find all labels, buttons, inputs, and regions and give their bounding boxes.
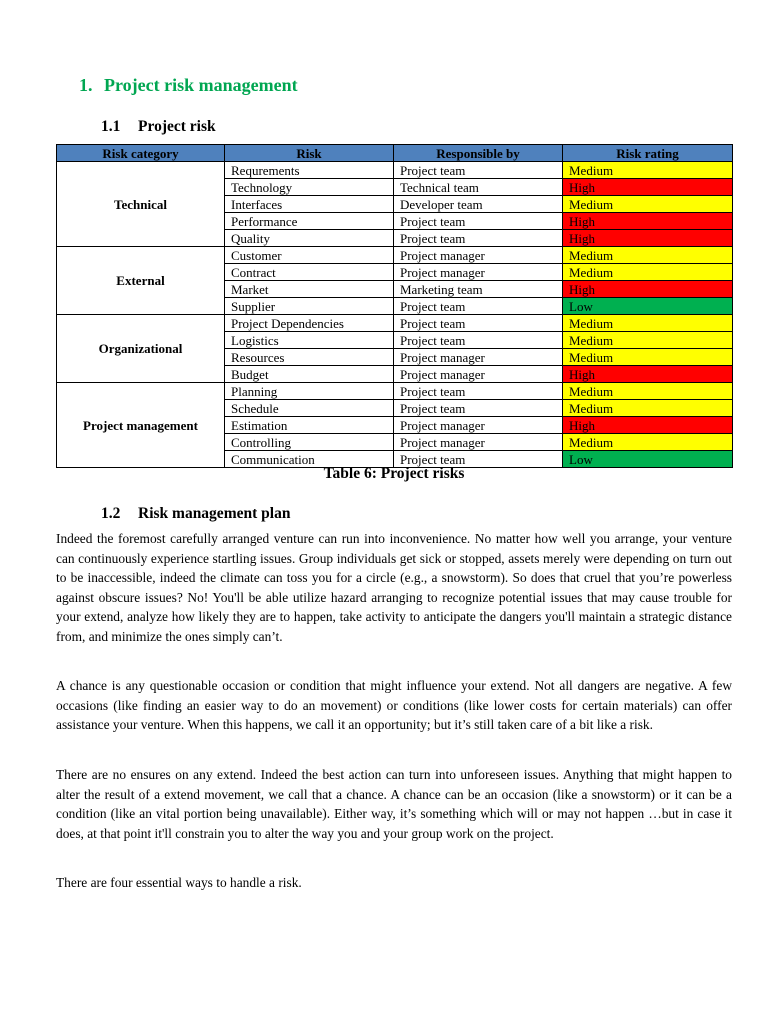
risk-rating-cell: High — [563, 366, 733, 383]
risk-cell: Supplier — [225, 298, 394, 315]
risk-rating-cell: Medium — [563, 400, 733, 417]
responsible-cell: Project team — [394, 400, 563, 417]
paragraph: There are four essential ways to handle a risk. — [56, 875, 302, 890]
risk-rating-cell: High — [563, 213, 733, 230]
risk-rating-cell: Medium — [563, 315, 733, 332]
responsible-cell: Project manager — [394, 264, 563, 281]
section-number: 1.2 — [101, 505, 121, 522]
risk-category-cell: Organizational — [57, 315, 225, 383]
header-risk-category: Risk category — [57, 145, 225, 162]
risk-rating-cell: High — [563, 281, 733, 298]
risk-category-cell: Project management — [57, 383, 225, 468]
risk-cell: Planning — [225, 383, 394, 400]
risk-cell: Requrements — [225, 162, 394, 179]
responsible-cell: Project team — [394, 213, 563, 230]
risk-cell: Logistics — [225, 332, 394, 349]
risk-rating-cell: Medium — [563, 349, 733, 366]
risk-rating-cell: Medium — [563, 162, 733, 179]
risk-cell: Quality — [225, 230, 394, 247]
header-responsible-by: Responsible by — [394, 145, 563, 162]
risk-cell: Performance — [225, 213, 394, 230]
table-row — [57, 383, 733, 400]
risk-cell: Communication — [225, 451, 394, 468]
table-header-row — [57, 145, 733, 162]
section-title: Project risk — [138, 118, 216, 135]
paragraph: There are no ensures on any extend. Indeed the best action can turn into unforeseen issues. Anything that might happen to alter the result of a extend movement, we call that a chance. A chance can be an occasion (like a snowstorm) or it can be a condition (like an vital portion being unavailable). Either way, it’s something which will or may not happen …but in case it does, at that point it'll constrain you to alter the way you and your group work on the project. — [56, 767, 732, 841]
risk-rating-cell: Medium — [563, 332, 733, 349]
responsible-cell: Project manager — [394, 349, 563, 366]
project-risk-table — [56, 144, 733, 468]
responsible-cell: Project manager — [394, 366, 563, 383]
header-risk: Risk — [225, 145, 394, 162]
responsible-cell: Developer team — [394, 196, 563, 213]
responsible-cell: Project team — [394, 451, 563, 468]
risk-rating-cell: Low — [563, 298, 733, 315]
responsible-cell: Project team — [394, 383, 563, 400]
heading-project-risk-management — [79, 75, 298, 96]
responsible-cell: Project manager — [394, 247, 563, 264]
risk-rating-cell: High — [563, 179, 733, 196]
risk-cell: Contract — [225, 264, 394, 281]
risk-rating-cell: Medium — [563, 383, 733, 400]
responsible-cell: Project manager — [394, 434, 563, 451]
heading-title: Project risk management — [104, 75, 298, 95]
risk-cell: Estimation — [225, 417, 394, 434]
risk-rating-cell: Medium — [563, 247, 733, 264]
risk-category-cell: Technical — [57, 162, 225, 247]
responsible-cell: Project team — [394, 230, 563, 247]
risk-cell: Interfaces — [225, 196, 394, 213]
risk-rating-cell: Medium — [563, 434, 733, 451]
risk-cell: Schedule — [225, 400, 394, 417]
section-number: 1.1 — [101, 118, 121, 135]
responsible-cell: Project team — [394, 162, 563, 179]
responsible-cell: Project manager — [394, 417, 563, 434]
risk-rating-cell: High — [563, 417, 733, 434]
risk-cell: Controlling — [225, 434, 394, 451]
responsible-cell: Project team — [394, 298, 563, 315]
risk-cell: Market — [225, 281, 394, 298]
paragraph: A chance is any questionable occasion or condition that might influence your extend. Not all dangers are negative. A few occasions (like finding an easier way to do an movement) or conditions (like lower costs for certain materials) can offer assistance your venture. When this happens, we call it an opportunity; but it’s still taken care of a bit like a risk. — [56, 678, 732, 732]
table-row — [57, 162, 733, 179]
header-risk-rating: Risk rating — [563, 145, 733, 162]
table-row — [57, 315, 733, 332]
risk-cell: Project Dependencies — [225, 315, 394, 332]
paragraph: Indeed the foremost carefully arranged venture can run into inconvenience. No matter how well you arrange, your venture can continuously experience startling issues. Group individuals get sick or stopped, assets merely were depending on turn out to be inaccessible, indeed the climate can toss you for a circle (e.g., a snowstorm). So does that cruel that you’re powerless against obscure issues? No! You'll be able utilize hazard arranging to recognize potential issues that may cause trouble for your extend, analyze how likely they are to happen, take activity to anticipate the dangers you'll maintain a strategic distance from, and minimize the ones simply can’t. — [56, 531, 732, 644]
risk-rating-cell: High — [563, 230, 733, 247]
table-row — [57, 247, 733, 264]
table-caption: Table 6: Project risks — [323, 465, 465, 482]
risk-cell: Technology — [225, 179, 394, 196]
responsible-cell: Project team — [394, 315, 563, 332]
risk-rating-cell: Medium — [563, 264, 733, 281]
risk-cell: Customer — [225, 247, 394, 264]
section-title: Risk management plan — [138, 505, 291, 522]
responsible-cell: Project team — [394, 332, 563, 349]
heading-number: 1. — [79, 75, 93, 95]
risk-cell: Budget — [225, 366, 394, 383]
risk-category-cell: External — [57, 247, 225, 315]
responsible-cell: Technical team — [394, 179, 563, 196]
risk-rating-cell: Medium — [563, 196, 733, 213]
heading-risk-management-plan — [101, 505, 290, 523]
heading-project-risk — [101, 118, 216, 136]
responsible-cell: Marketing team — [394, 281, 563, 298]
risk-rating-cell: Low — [563, 451, 733, 468]
risk-cell: Resources — [225, 349, 394, 366]
table-body — [57, 162, 733, 468]
